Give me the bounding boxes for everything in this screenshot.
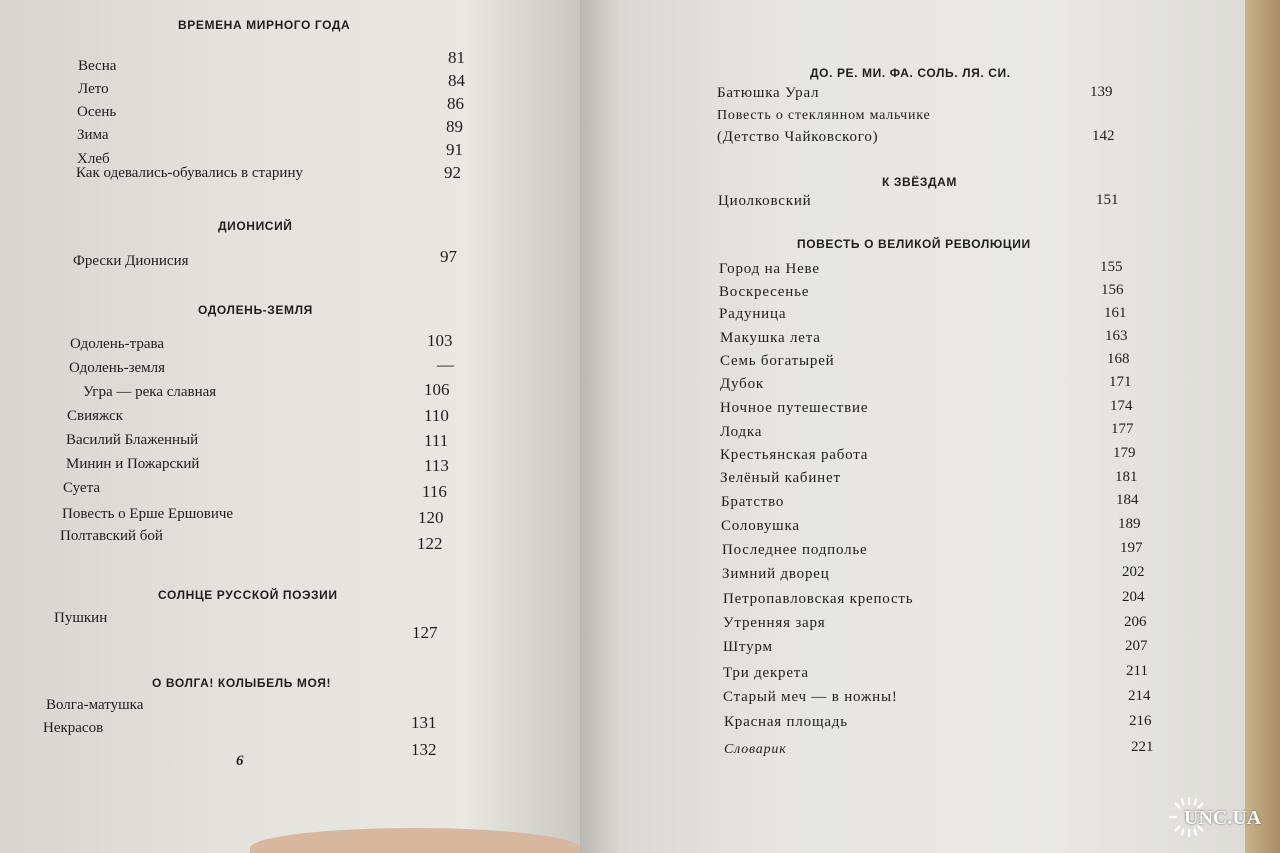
toc-entry-title: Суета [63, 480, 100, 496]
toc-entry-page: 155 [1100, 259, 1123, 275]
section-heading: ПОВЕСТЬ О ВЕЛИКОЙ РЕВОЛЮЦИИ [797, 237, 1031, 251]
toc-entry-page: 211 [1126, 663, 1148, 679]
toc-entry-page: 179 [1113, 445, 1136, 461]
toc-entry-title: Словарик [724, 742, 787, 757]
toc-entry-title: Три декрета [723, 665, 809, 681]
toc-entry-page: — [437, 355, 454, 374]
toc-entry-title: Василий Блаженный [66, 432, 199, 448]
toc-entry-page: 84 [448, 71, 465, 90]
toc-entry-page: 120 [418, 508, 444, 527]
toc-entry-title: Циолковский [718, 193, 812, 209]
watermark [1168, 796, 1278, 840]
toc-entry-title: Старый меч — в ножны! [723, 689, 898, 705]
toc-entry-title: Радуница [719, 306, 787, 322]
toc-entry-title: Пушкин [54, 610, 108, 626]
toc-entry-title: Одолень-земля [69, 360, 166, 376]
toc-entry-title: Зимний дворец [722, 566, 830, 582]
toc-entry-title: Повесть о Ерше Ершовиче [62, 506, 234, 522]
toc-entry-page: 106 [424, 380, 450, 399]
finger [250, 828, 580, 853]
toc-entry-page: 142 [1092, 128, 1115, 144]
toc-entry-title: Братство [721, 494, 785, 510]
section-heading: О ВОЛГА! КОЛЫБЕЛЬ МОЯ! [152, 676, 332, 690]
watermark-text: UNC.UA [1184, 807, 1262, 829]
toc-entry-title: Крестьянская работа [720, 447, 869, 463]
toc-entry-title: Ночное путешествие [720, 400, 869, 416]
toc-entry-title: Минин и Пожарский [66, 456, 200, 472]
toc-entry-title: Последнее подполье [722, 542, 868, 558]
toc-entry-title: (Детство Чайковского) [717, 129, 879, 145]
toc-entry-title: Соловушка [721, 518, 800, 534]
toc-entry-page: 91 [446, 140, 463, 159]
toc-entry-page: 86 [447, 94, 464, 113]
toc-entry-page: 221 [1131, 739, 1154, 755]
toc-entry-page: 161 [1104, 305, 1127, 321]
toc-entry-title: Свияжск [67, 408, 124, 424]
toc-entry-title: Петропавловская крепость [723, 591, 914, 607]
toc-entry-page: 171 [1109, 374, 1132, 390]
toc-entry-page: 214 [1128, 688, 1151, 704]
toc-entry-page: 189 [1118, 516, 1141, 532]
toc-entry-page: 139 [1090, 84, 1113, 100]
toc-entry-title: Город на Неве [719, 261, 820, 277]
toc-entry-title: Лодка [720, 424, 763, 440]
toc-entry-title: Лето [78, 81, 109, 97]
toc-entry-page: 81 [448, 48, 465, 67]
toc-entry-page: 207 [1125, 638, 1148, 654]
toc-entry-title: Фрески Дионисия [73, 253, 189, 269]
toc-entry-title: Повесть о стеклянном мальчике [717, 108, 931, 123]
left-page [0, 0, 582, 853]
toc-entry-page: 197 [1120, 540, 1143, 556]
toc-entry-page: 113 [424, 456, 449, 475]
toc-entry-page: 163 [1105, 328, 1128, 344]
toc-entry-title: Утренняя заря [723, 615, 826, 631]
toc-entry-title: Некрасов [43, 720, 104, 736]
toc-entry-title: Хлеб [77, 151, 110, 167]
toc-entry-page: 89 [446, 117, 463, 136]
page-number: 6 [236, 753, 244, 769]
toc-entry-page: 174 [1110, 398, 1133, 414]
toc-entry-page: 216 [1129, 713, 1152, 729]
toc-entry-title: Полтавский бой [60, 528, 163, 544]
section-heading: К ЗВЁЗДАМ [882, 175, 957, 189]
section-heading: ОДОЛЕНЬ-ЗЕМЛЯ [198, 303, 313, 317]
toc-entry-page: 132 [411, 740, 437, 759]
toc-entry-page: 111 [424, 431, 449, 450]
toc-entry-page: 181 [1115, 469, 1138, 485]
toc-entry-title: Семь богатырей [720, 353, 835, 369]
toc-entry-title: Штурм [723, 639, 773, 655]
toc-entry-page: 177 [1111, 421, 1134, 437]
toc-entry-page: 116 [422, 482, 447, 501]
toc-entry-page: 131 [411, 713, 437, 732]
toc-entry-page: 127 [412, 623, 438, 642]
toc-entry-page: 156 [1101, 282, 1124, 298]
toc-entry-page: 204 [1122, 589, 1145, 605]
toc-entry-page: 92 [444, 163, 461, 182]
table-surface [1245, 0, 1280, 853]
toc-entry-page: 110 [424, 406, 449, 425]
section-heading: ДИОНИСИЙ [218, 219, 293, 233]
toc-entry-page: 103 [427, 331, 453, 350]
toc-entry-title: Зелёный кабинет [720, 470, 841, 486]
toc-entry-page: 151 [1096, 192, 1119, 208]
section-heading: ДО. РЕ. МИ. ФА. СОЛЬ. ЛЯ. СИ. [810, 66, 1011, 80]
toc-entry-title: Угра — река славная [83, 384, 217, 400]
toc-entry-title: Волга-матушка [46, 697, 144, 713]
toc-entry-title: Весна [78, 58, 117, 74]
toc-entry-title: Воскресенье [719, 284, 810, 300]
toc-entry-page: 97 [440, 247, 457, 266]
right-page [580, 0, 1245, 853]
toc-entry-title: Красная площадь [724, 714, 848, 730]
section-heading: ВРЕМЕНА МИРНОГО ГОДА [178, 18, 351, 32]
toc-entry-page: 184 [1116, 492, 1139, 508]
toc-entry-title: Зима [77, 127, 109, 143]
toc-entry-title: Осень [77, 104, 117, 120]
toc-entry-title: Макушка лета [720, 330, 821, 346]
section-heading: СОЛНЦЕ РУССКОЙ ПОЭЗИИ [158, 588, 338, 602]
toc-entry-title: Дубок [720, 376, 764, 392]
toc-entry-title: Батюшка Урал [717, 85, 820, 101]
toc-entry-page: 122 [417, 534, 443, 553]
toc-entry-title: Как одевались-обувались в старину [76, 165, 303, 181]
toc-entry-page: 168 [1107, 351, 1130, 367]
toc-entry-title: Одолень-трава [70, 336, 165, 352]
toc-entry-page: 202 [1122, 564, 1145, 580]
toc-entry-page: 206 [1124, 614, 1147, 630]
